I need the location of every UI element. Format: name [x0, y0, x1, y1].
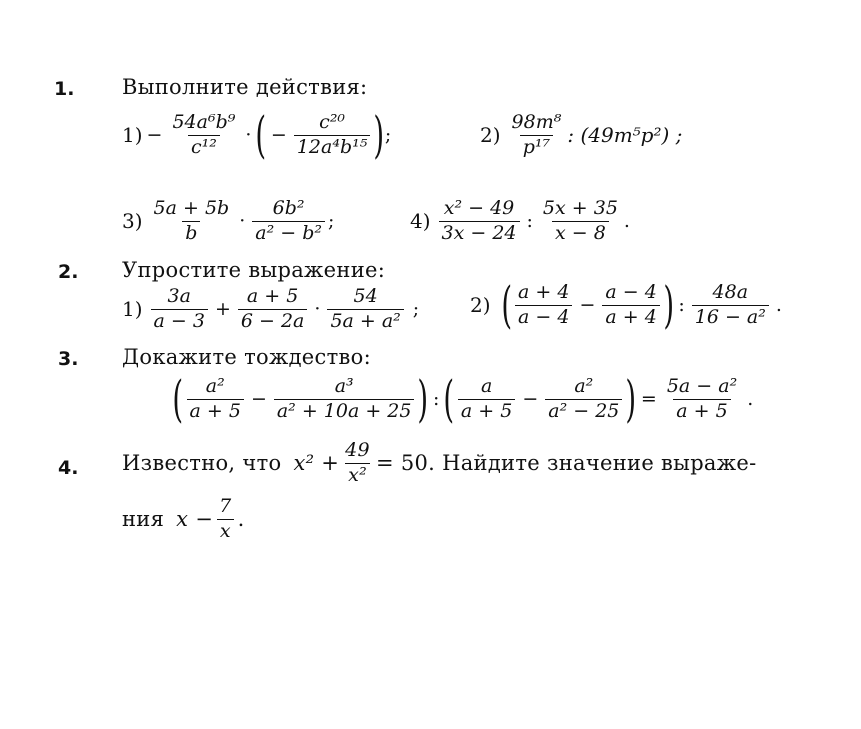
colon-operator: :: [678, 294, 685, 316]
fraction: $\frac{7}{x}$: [216, 496, 234, 543]
fraction: $\frac{a + 4}{a - 4}$: [515, 282, 572, 329]
dot-operator: ·: [314, 298, 321, 321]
minus-sign: −: [146, 124, 163, 146]
fraction: $\frac{\text{98m⁸}}{\text{p¹⁷}}$: [511, 111, 562, 158]
task-3-identity: [172, 370, 754, 428]
fraction: $\frac{a - 4}{a + 4}$: [602, 282, 659, 329]
semicolon: ;: [327, 210, 335, 233]
fraction: $\frac{\text{a³}}{\text{a² + 10a + 25}}$: [274, 376, 415, 423]
right-paren: ): [417, 370, 429, 428]
minus-sign: −: [250, 388, 267, 410]
right-paren: ): [373, 106, 385, 164]
fraction: $\frac{\text{a²}}{a + 5}$: [187, 376, 244, 423]
task-4-line-2: [122, 496, 245, 543]
task-1-title: Выполните действия:: [122, 75, 368, 99]
task-3-title: Докажите тождество:: [122, 345, 371, 369]
item-label: 1): [122, 123, 143, 147]
item-label: 1): [122, 297, 143, 322]
fraction: $\frac{5a + 5b}{b}$: [153, 197, 230, 244]
task-4-text: ния: [122, 507, 165, 532]
dot-operator: ·: [245, 124, 252, 146]
minus-sign: −: [522, 388, 539, 410]
left-paren: (: [172, 370, 184, 428]
fraction: $\frac{\text{6b²}}{\text{a² − b²}}$: [252, 198, 325, 245]
fraction: $\frac{54}{\text{5a + a²}}$: [327, 286, 403, 333]
task-1-item-4: [410, 198, 630, 245]
plus-sign: +: [214, 298, 231, 321]
task-1-item-1: [122, 106, 392, 164]
right-paren: ): [625, 370, 637, 428]
period: .: [747, 388, 754, 410]
right-paren: ): [663, 276, 674, 334]
minus-sign: −: [270, 124, 287, 146]
fraction: $\frac{\text{54a⁶b⁹}}{\text{c¹²}}$: [172, 110, 236, 158]
fraction: $\frac{3a}{a - 3}$: [151, 286, 208, 333]
semicolon: ;: [384, 124, 392, 146]
task-1-item-3: [122, 198, 334, 245]
fraction: $\frac{a + 5}{6 - 2a}$: [238, 286, 308, 333]
fraction: $\frac{a}{a + 5}$: [458, 376, 515, 423]
fraction: $\frac{\text{x² − 49}}{3x - 24}$: [439, 198, 520, 245]
fraction: $\frac{48a}{\text{16 − a²}}$: [692, 282, 769, 329]
task-4-number: 4.: [58, 457, 79, 479]
left-paren: (: [443, 370, 455, 428]
expression: x −: [176, 507, 214, 532]
fraction: $\frac{\text{5a − a²}}{a + 5}$: [666, 374, 738, 422]
period: .: [775, 294, 782, 316]
item-label: 2): [480, 123, 501, 148]
fraction: $\frac{49}{\text{x²}}$: [345, 439, 370, 486]
task-2-item-2: [470, 276, 782, 334]
semicolon: ;: [412, 298, 420, 321]
equals-sign: =: [640, 388, 657, 410]
task-4-text-rest: = 50. Найдите значение выраже-: [375, 451, 757, 476]
task-4-text: Известно, что: [122, 451, 282, 476]
task-3-number: 3.: [58, 348, 79, 370]
colon-operator: :: [526, 210, 533, 233]
left-paren: (: [500, 276, 512, 334]
task-1-number: 1.: [54, 78, 75, 100]
minus-sign: −: [579, 294, 596, 316]
expression-rest: : (49m⁵p²) ;: [567, 123, 683, 148]
item-label: 3): [122, 209, 143, 234]
fraction: $\frac{\text{c²⁰}}{\text{12a⁴b¹⁵}}$: [294, 112, 371, 159]
period: .: [237, 507, 245, 532]
left-paren: (: [255, 106, 267, 164]
task-1-item-2: [480, 112, 682, 159]
period: .: [623, 210, 630, 233]
task-2-title: Упростите выражение:: [122, 258, 386, 282]
fraction: $\frac{\text{a²}}{\text{a² − 25}}$: [545, 376, 622, 423]
expression: x² +: [293, 451, 340, 476]
item-label: 2): [470, 293, 491, 317]
task-2-number: 2.: [58, 261, 79, 283]
task-2-item-1: [122, 286, 419, 333]
fraction: $\frac{5x + 35}{x - 8}$: [542, 197, 618, 244]
dot-operator: ·: [239, 210, 246, 233]
task-4-line-1: [122, 440, 757, 487]
colon-operator: :: [433, 388, 440, 410]
item-label: 4): [410, 209, 431, 234]
